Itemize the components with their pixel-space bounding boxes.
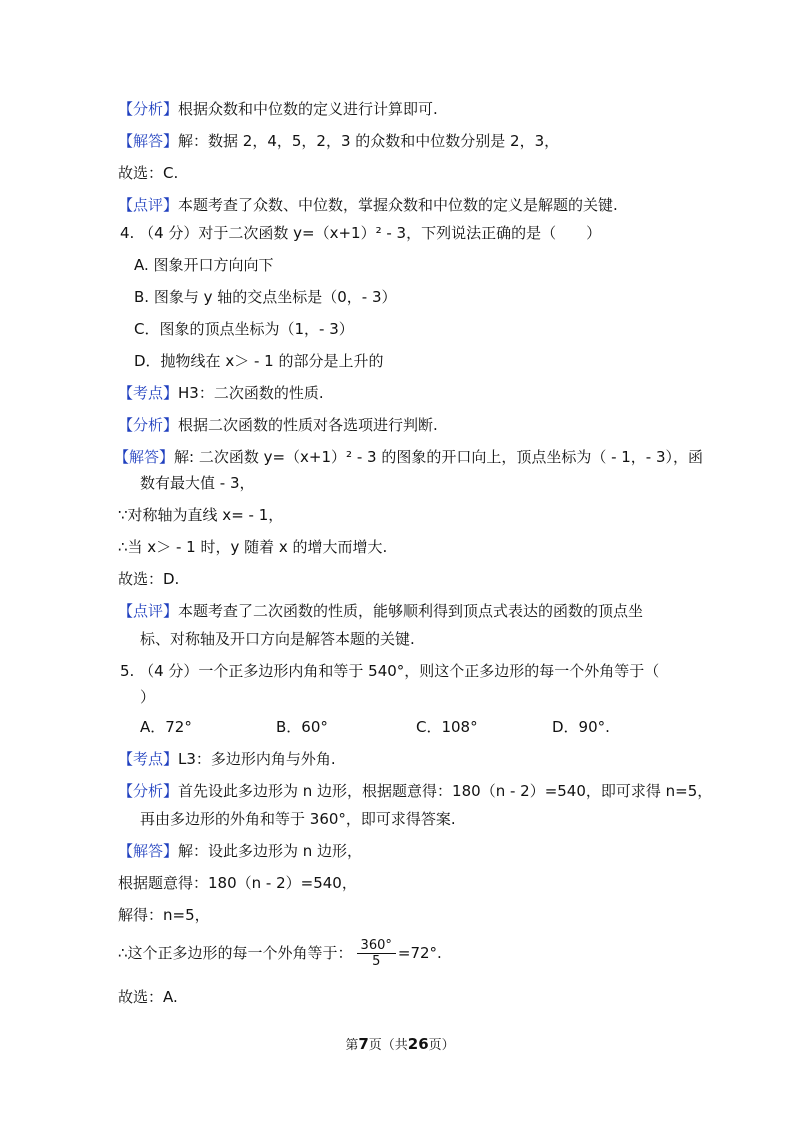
comment-line	[118, 194, 618, 216]
analysis-tag: 【分析】	[118, 100, 179, 118]
q4-knowledge-line	[118, 382, 324, 404]
fraction-numerator: 360°	[357, 938, 396, 954]
q5-analysis-line	[118, 780, 712, 802]
question-4-option-a: A. 图象开口方向向下	[134, 256, 274, 274]
question-5-option-c: C．108°	[416, 718, 478, 736]
q4-answer-cont: 数有最大值 - 3，	[140, 474, 255, 492]
q5-answer-line	[118, 840, 362, 862]
analysis-text: 根据众数和中位数的定义进行计算即可.	[178, 100, 438, 118]
answer-text: 解：数据 2，4，5，2，3 的众数和中位数分别是 2，3，	[178, 132, 560, 150]
answer-tag: 【解答】	[118, 132, 179, 150]
q5-step-1: 根据题意得：180（n - 2）=540，	[118, 874, 357, 892]
q5-step-2: 解得：n=5，	[118, 906, 210, 924]
fraction-denominator: 5	[372, 954, 381, 969]
q4-analysis-line	[118, 414, 438, 436]
answer-text: 解：设此多边形为 n 边形，	[178, 842, 363, 860]
q4-comment-cont: 标、对称轴及开口方向是解答本题的关键.	[140, 630, 415, 648]
footer-total-pages: 26	[407, 1035, 429, 1053]
q4-reason-1: ∵对称轴为直线 x= - 1，	[118, 506, 284, 524]
answer-tag: 【解答】	[114, 448, 175, 466]
q5-knowledge-line	[118, 748, 336, 770]
analysis-text: 根据二次函数的性质对各选项进行判断.	[178, 416, 438, 434]
question-5-option-d: D．90°.	[552, 718, 610, 736]
comment-text: 本题考查了二次函数的性质，能够顺利得到顶点式表达的函数的顶点坐	[178, 602, 644, 620]
analysis-line	[118, 98, 438, 120]
q4-answer-line	[114, 446, 703, 468]
knowledge-tag: 【考点】	[118, 384, 179, 402]
question-5-stem-cont: ）	[140, 688, 156, 706]
question-4-option-c: C．图象的顶点坐标为（1，- 3）	[134, 320, 354, 338]
comment-tag: 【点评】	[118, 196, 179, 214]
question-4-stem: 4. （4 分）对于二次函数 y=（x+1）² - 3，下列说法正确的是（ ）	[120, 224, 602, 242]
fraction	[357, 938, 396, 969]
answer-tag: 【解答】	[118, 842, 179, 860]
q5-choice-line: 故选：A.	[118, 988, 178, 1006]
question-5-option-b: B．60°	[276, 718, 328, 736]
question-5-stem: 5. （4 分）一个正多边形内角和等于 540°，则这个正多边形的每一个外角等于（	[120, 662, 660, 680]
comment-text: 本题考查了众数、中位数，掌握众数和中位数的定义是解题的关键.	[178, 196, 618, 214]
q5-step-3	[118, 938, 442, 969]
question-4-option-d: D．抛物线在 x＞ - 1 的部分是上升的	[134, 352, 384, 370]
footer-mid: 页（共	[368, 1038, 408, 1053]
question-4-option-b: B. 图象与 y 轴的交点坐标是（0，- 3）	[134, 288, 397, 306]
knowledge-text: L3：多边形内角与外角.	[178, 750, 336, 768]
analysis-tag: 【分析】	[118, 416, 179, 434]
q4-choice-line: 故选：D.	[118, 570, 180, 588]
answer-text: 解: 二次函数 y=（x+1）² - 3 的图象的开口向上，顶点坐标为（ - 1，- 3），函	[174, 448, 704, 466]
footer-page-number: 7	[358, 1035, 369, 1053]
analysis-tag: 【分析】	[118, 782, 179, 800]
q5-analysis-cont: 再由多边形的外角和等于 360°，即可求得答案.	[140, 810, 456, 828]
footer-post: 页）	[428, 1038, 455, 1053]
comment-tag: 【点评】	[118, 602, 179, 620]
choice-line: 故选：C.	[118, 164, 179, 182]
answer-line	[118, 130, 559, 152]
q4-reason-2: ∴当 x＞ - 1 时，y 随着 x 的增大而增大.	[118, 538, 388, 556]
knowledge-tag: 【考点】	[118, 750, 179, 768]
q5-step-3-result: =72°.	[397, 944, 442, 962]
analysis-text: 首先设此多边形为 n 边形，根据题意得：180（n - 2）=540，即可求得 n=5，	[178, 782, 713, 800]
page-footer	[0, 1034, 800, 1053]
footer-pre: 第	[345, 1038, 359, 1053]
knowledge-text: H3：二次函数的性质.	[178, 384, 324, 402]
q4-comment-line	[118, 600, 643, 622]
q5-step-3-text: ∴这个正多边形的每一个外角等于：	[118, 944, 353, 962]
question-5-option-a: A．72°	[140, 718, 192, 736]
